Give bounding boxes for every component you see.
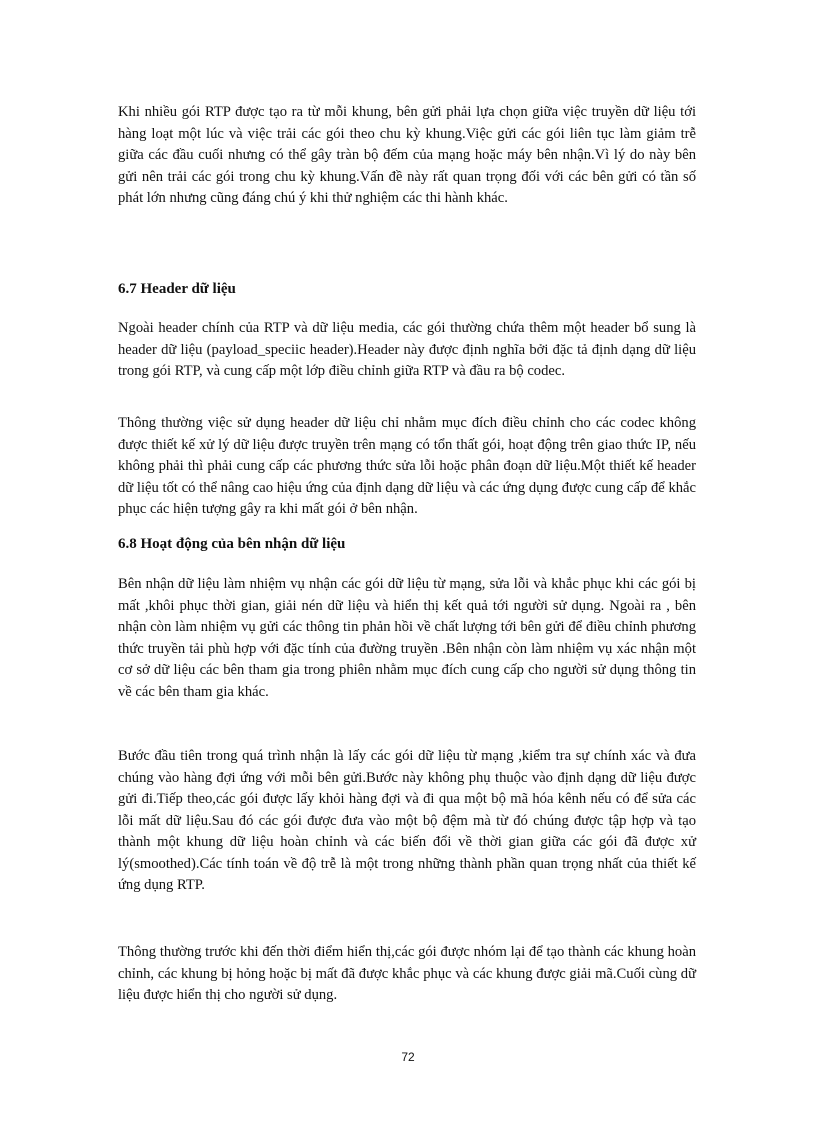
paragraph-rtp-packet-spreading: Khi nhiều gói RTP được tạo ra từ mỗi khung, bên gửi phải lựa chọn giữa việc truyền dữ liệu tới hàng loạt một lúc và việc trải các gói theo chu kỳ khung.Việc gửi các gói liên tục làm giảm trễ giữa các đầu cuối nhưng có thể gây tràn bộ đếm của mạng hoặc máy bên nhận.Vì lý do này bên gửi nên trải các gói trong chu kỳ khung.Vấn đề này rất quan trọng đối với các bên gửi có tần số phát lớn nhưng cũng đáng chú ý khi thử nghiệm các thi hành khác. bbox=[118, 104, 696, 206]
paragraph-receiver-duties: Bên nhận dữ liệu làm nhiệm vụ nhận các gói dữ liệu từ mạng, sửa lỗi và khắc phục khi các gói bị mất ,khôi phục thời gian, giải nén dữ liệu và hiển thị kết quả tới người sử dụng. Ngoài ra , bên nhận còn làm nhiệm vụ gửi các thông tin phản hồi về chất lượng tới bên gửi để điều chỉnh phương thức truyền tải phù hợp với đặc tính của đường truyền .Bên nhận còn làm nhiệm vụ xác nhận một cơ sở dữ liệu các bên tham gia trong phiên nhằm mục đích cung cấp cho người sử dụng thông tin về các bên tham gia khác. bbox=[118, 576, 696, 700]
paragraph-payload-header-usage: Thông thường việc sử dụng header dữ liệu chỉ nhằm mục đích điều chỉnh cho các codec không được thiết kế xử lý dữ liệu được truyền trên mạng có tổn thất gói, hoạt động trên giao thức IP, nếu không phải thì phải cung cấp các phương thức sửa lỗi hoặc phân đoạn dữ liệu.Một thiết kế header dữ liệu tốt có thể nâng cao hiệu ứng của định dạng dữ liệu và các ứng dụng được cung cấp để khắc phục các hiện tượng gây ra khi mất gói ở bên nhận. bbox=[118, 415, 696, 517]
section-heading-6-7: 6.7 Header dữ liệu bbox=[118, 281, 236, 297]
paragraph-receiver-first-step: Bước đầu tiên trong quá trình nhận là lấy các gói dữ liệu từ mạng ,kiểm tra sự chính xác và đưa chúng vào hàng đợi ứng với mỗi bên gửi.Bước này không phụ thuộc vào định dạng dữ liệu được gửi đi.Tiếp theo,các gói được lấy khỏi hàng đợi và đi qua một bộ mã hóa kênh nếu có để sửa các lỗi mất dữ liệu.Sau đó các gói được đưa vào một bộ đệm mà từ đó chúng được tập hợp và tạo thành một khung dữ liệu hoàn chỉnh và các biến đổi về thời gian giữa các gói đã được xử lý(smoothed).Các tính toán về độ trễ là một trong những thành phần quan trọng nhất của thiết kế ứng dụng RTP. bbox=[118, 748, 696, 893]
paragraph-display-frames: Thông thường trước khi đến thời điểm hiển thị,các gói được nhóm lại để tạo thành các khung hoàn chỉnh, các khung bị hỏng hoặc bị mất đã được khắc phục và các khung được giải mã.Cuối cùng dữ liệu được hiển thị cho người sử dụng. bbox=[118, 944, 696, 1003]
page-number: 72 bbox=[401, 1050, 415, 1064]
paragraph-payload-header-intro: Ngoài header chính của RTP và dữ liệu media, các gói thường chứa thêm một header bổ sung là header dữ liệu (payload_speciic header).Header này được định nghĩa bởi đặc tả định dạng dữ liệu trong gói RTP, và cung cấp một lớp điều chỉnh giữa RTP và đầu ra bộ codec. bbox=[118, 320, 696, 379]
section-heading-6-8: 6.8 Hoạt động của bên nhận dữ liệu bbox=[118, 536, 346, 552]
